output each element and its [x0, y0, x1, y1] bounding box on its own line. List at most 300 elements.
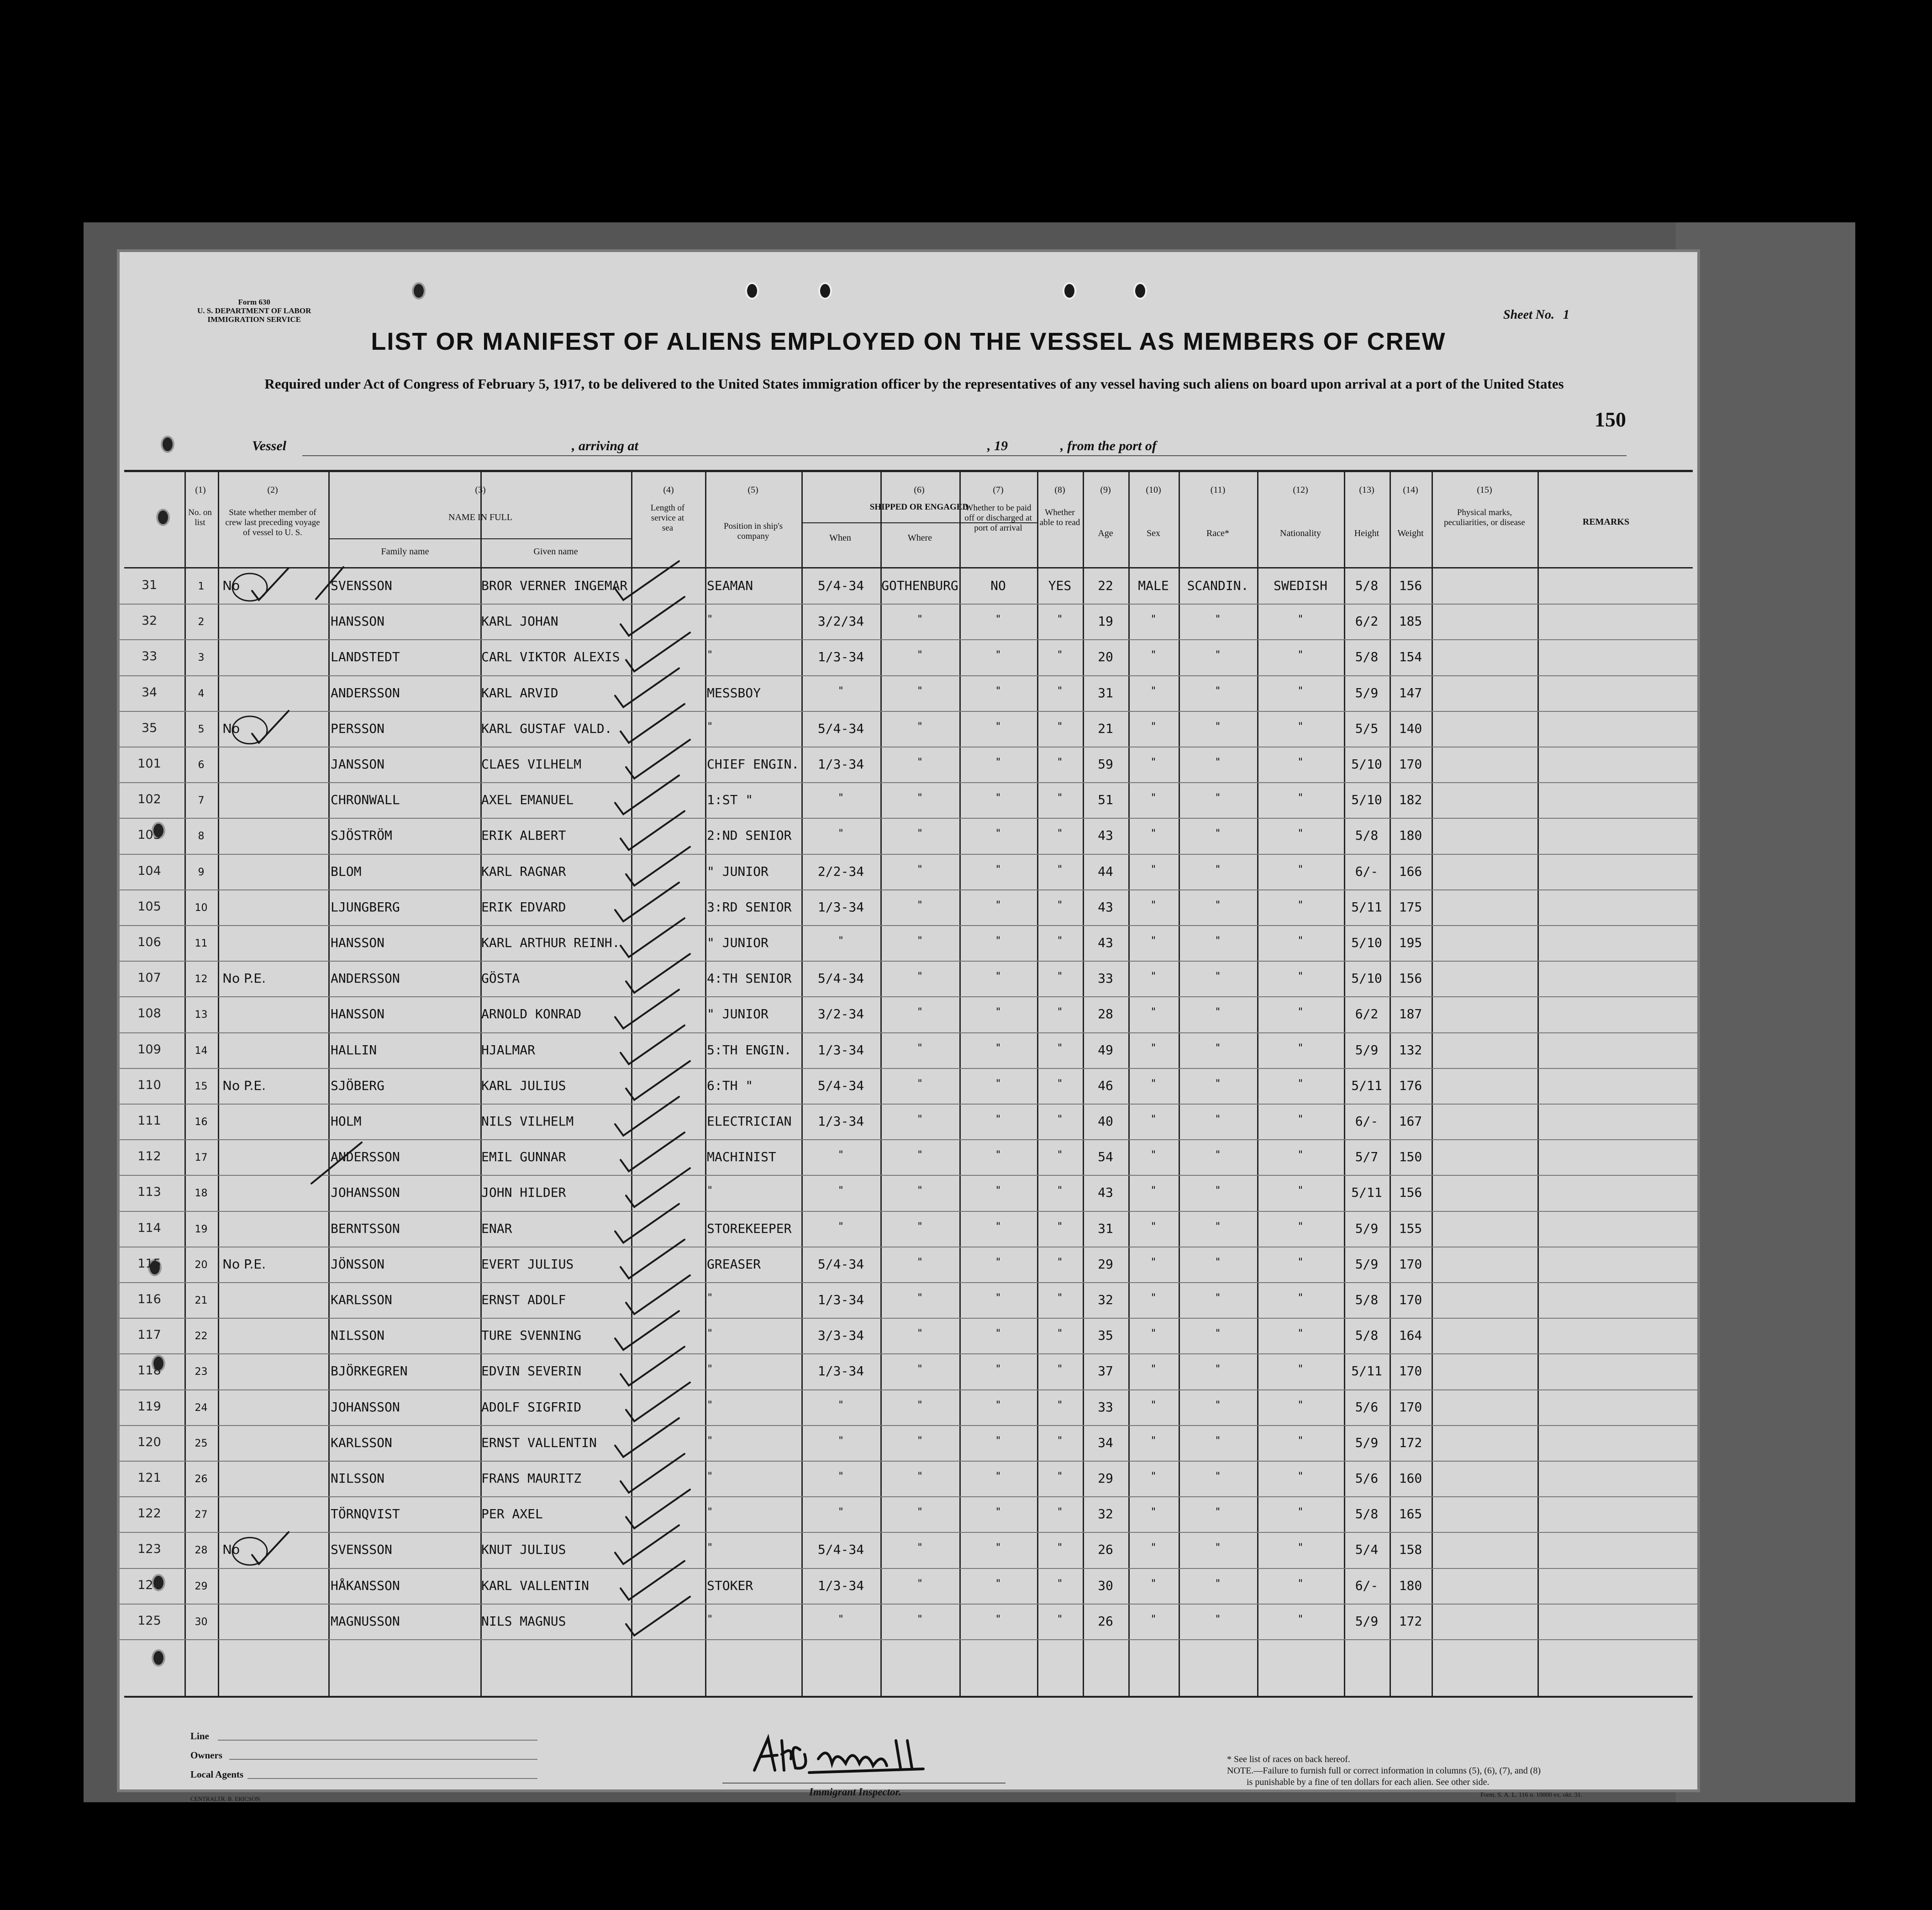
- name-split: [328, 538, 631, 539]
- row-divider: [120, 1211, 1697, 1212]
- cell-race: ": [1215, 1185, 1221, 1196]
- cell-previous-voyage: No P.E.: [222, 1257, 266, 1272]
- cell-position: STOREKEEPER: [707, 1221, 792, 1236]
- cell-position: ELECTRICIAN: [707, 1114, 792, 1129]
- cell-shipped-when: 3/2-34: [817, 1006, 864, 1021]
- cell-height: 5/8: [1355, 649, 1379, 664]
- cell-shipped-where: ": [916, 1578, 923, 1589]
- list-margin-number: 121: [137, 1471, 161, 1485]
- cell-no-on-list: 20: [195, 1259, 208, 1271]
- cell-nationality: ": [1297, 900, 1304, 911]
- cell-paid-off: ": [995, 1078, 1001, 1089]
- col-num-7: (7): [993, 485, 1004, 495]
- footnote-races: * See list of races on back hereof.: [1227, 1754, 1350, 1764]
- cell-shipped-when: ": [837, 1471, 844, 1482]
- cell-age: 44: [1098, 864, 1113, 879]
- list-margin-number: 110: [137, 1078, 161, 1092]
- cell-given-name: ERNST ADOLF: [481, 1292, 566, 1307]
- cell-height: 5/9: [1355, 1435, 1379, 1450]
- col-header-where: Where: [907, 533, 932, 543]
- cell-able-to-read: ": [1057, 1578, 1063, 1589]
- cell-family-name: SVENSSON: [331, 578, 392, 593]
- cell-paid-off: ": [995, 1328, 1001, 1339]
- cell-family-name: ANDERSSON: [331, 685, 400, 700]
- cell-previous-voyage: No P.E.: [222, 971, 266, 986]
- cell-family-name: ANDERSSON: [331, 1149, 400, 1164]
- cell-nationality: ": [1297, 935, 1304, 947]
- col-num-12: (12): [1293, 485, 1308, 495]
- cell-age: 33: [1098, 1400, 1113, 1415]
- cell-nationality: ": [1297, 721, 1304, 732]
- list-margin-number: 33: [141, 649, 158, 663]
- cell-family-name: KARLSSON: [331, 1292, 392, 1307]
- cell-nationality: ": [1297, 614, 1304, 625]
- cell-position: ": [707, 649, 713, 661]
- cell-family-name: NILSSON: [331, 1328, 385, 1343]
- cell-age: 43: [1098, 935, 1113, 950]
- sheet-label: Sheet No.: [1503, 308, 1554, 322]
- cell-shipped-when: ": [837, 935, 844, 947]
- cell-paid-off: ": [995, 1435, 1001, 1447]
- cell-shipped-where: ": [916, 685, 923, 697]
- list-margin-number: 106: [137, 935, 161, 949]
- cell-weight: 155: [1399, 1221, 1422, 1236]
- cell-shipped-when: 1/3-34: [817, 1578, 864, 1593]
- cell-age: 19: [1098, 614, 1113, 629]
- scanner-backing-right: [1676, 222, 1855, 1802]
- cell-height: 5/9: [1355, 1614, 1379, 1629]
- cell-nationality: ": [1297, 971, 1304, 982]
- cell-sex: ": [1150, 1149, 1157, 1161]
- cell-family-name: JANSSON: [331, 757, 385, 772]
- cell-paid-off: ": [995, 1221, 1001, 1232]
- cell-shipped-where: ": [916, 1006, 923, 1018]
- cell-nationality: ": [1297, 1400, 1304, 1411]
- manifest-sheet: [120, 252, 1697, 1802]
- cell-able-to-read: ": [1057, 757, 1063, 768]
- list-margin-number: 108: [137, 1006, 161, 1021]
- cell-no-on-list: 18: [195, 1188, 208, 1199]
- cell-family-name: HALLIN: [331, 1042, 377, 1058]
- cell-shipped-when: 5/4-34: [817, 721, 864, 736]
- cell-sex: ": [1150, 685, 1157, 697]
- list-margin-number: 114: [137, 1221, 161, 1235]
- cell-family-name: SJÖBERG: [331, 1078, 385, 1093]
- cell-no-on-list: 2: [198, 616, 205, 628]
- cell-position: 4:TH SENIOR: [707, 971, 792, 986]
- cell-height: 5/11: [1351, 900, 1382, 915]
- cell-nationality: ": [1297, 1149, 1304, 1161]
- cell-able-to-read: ": [1057, 1185, 1063, 1196]
- punch-hole: [152, 1649, 165, 1667]
- cell-given-name: GÖSTA: [481, 971, 520, 986]
- cell-no-on-list: 17: [195, 1152, 208, 1163]
- cell-position: " JUNIOR: [707, 864, 769, 879]
- row-divider: [120, 961, 1697, 962]
- col-num-15: (15): [1477, 485, 1492, 495]
- cell-sex: ": [1150, 1400, 1157, 1411]
- cell-given-name: ERIK ALBERT: [481, 828, 566, 843]
- col-header-given-name: Given name: [533, 547, 578, 557]
- cell-shipped-where: ": [916, 828, 923, 839]
- cell-age: 43: [1098, 828, 1113, 843]
- cell-height: 5/9: [1355, 1221, 1379, 1236]
- row-divider: [120, 1318, 1697, 1319]
- row-divider: [120, 1604, 1697, 1605]
- cell-paid-off: ": [995, 1578, 1001, 1589]
- cell-weight: 158: [1399, 1542, 1422, 1557]
- header-bottom-rule: [124, 567, 1693, 568]
- cell-weight: 165: [1399, 1506, 1422, 1521]
- cell-position: " JUNIOR: [707, 935, 769, 950]
- cell-no-on-list: 30: [195, 1616, 208, 1628]
- cell-no-on-list: 26: [195, 1473, 208, 1485]
- cell-shipped-where: ": [916, 1506, 923, 1518]
- list-margin-number: 104: [137, 864, 161, 878]
- cell-position: " JUNIOR: [707, 1006, 769, 1021]
- cell-height: 5/10: [1351, 757, 1382, 772]
- cell-able-to-read: ": [1057, 1542, 1063, 1553]
- service-name: IMMIGRATION SERVICE: [207, 315, 301, 324]
- cell-no-on-list: 6: [198, 759, 205, 771]
- cell-position: ": [707, 1471, 713, 1482]
- inspector-label: Immigrant Inspector.: [809, 1786, 901, 1798]
- cell-sex: ": [1150, 1257, 1157, 1268]
- cell-shipped-when: 1/3-34: [817, 1363, 864, 1379]
- list-margin-number: 119: [137, 1400, 161, 1414]
- cell-given-name: JOHN HILDER: [481, 1185, 566, 1200]
- cell-nationality: ": [1297, 1042, 1304, 1054]
- cell-shipped-where: ": [916, 1435, 923, 1447]
- row-divider: [120, 1104, 1697, 1105]
- cell-position: ": [707, 1400, 713, 1411]
- cell-race: ": [1215, 1078, 1221, 1089]
- cell-weight: 156: [1399, 578, 1422, 593]
- cell-no-on-list: 28: [195, 1545, 208, 1556]
- cell-family-name: HANSSON: [331, 614, 385, 629]
- cell-no-on-list: 3: [198, 652, 205, 663]
- cell-age: 22: [1098, 578, 1113, 593]
- cell-shipped-where: ": [916, 900, 923, 911]
- cell-shipped-when: ": [837, 1149, 844, 1161]
- cell-paid-off: ": [995, 900, 1001, 911]
- cell-family-name: SVENSSON: [331, 1542, 392, 1557]
- cell-shipped-where: ": [916, 614, 923, 625]
- cell-sex: ": [1150, 1292, 1157, 1304]
- cell-weight: 182: [1399, 792, 1422, 807]
- row-divider: [120, 1568, 1697, 1569]
- col-num-14: (14): [1403, 485, 1418, 495]
- footnote-penalty-cont: is punishable by a fine of ten dollars for each alien. See other side.: [1247, 1777, 1490, 1787]
- cell-shipped-where: ": [916, 1257, 923, 1268]
- row-divider: [120, 1461, 1697, 1462]
- col-header-previous-voyage: State whether member of crew last preceding voyage of vessel to U. S.: [225, 508, 320, 537]
- cell-age: 30: [1098, 1578, 1113, 1593]
- cell-no-on-list: 7: [198, 795, 205, 806]
- cell-height: 6/2: [1355, 1006, 1379, 1021]
- col-num-2: (2): [267, 485, 278, 495]
- cell-shipped-where: ": [916, 1328, 923, 1339]
- column-divider: [328, 471, 330, 1697]
- list-margin-number: 120: [137, 1435, 161, 1449]
- col-header-family-name: Family name: [381, 547, 429, 557]
- cell-race: ": [1215, 792, 1221, 804]
- cell-paid-off: ": [995, 649, 1001, 661]
- cell-nationality: ": [1297, 1185, 1304, 1196]
- cell-family-name: JOHANSSON: [331, 1185, 400, 1200]
- cell-no-on-list: 27: [195, 1509, 208, 1521]
- cell-weight: 156: [1399, 1185, 1422, 1200]
- col-num-1: (1): [195, 485, 206, 495]
- cell-race: ": [1215, 1042, 1221, 1054]
- column-divider: [1537, 471, 1539, 1697]
- cell-age: 43: [1098, 1185, 1113, 1200]
- cell-paid-off: ": [995, 1506, 1001, 1518]
- cell-shipped-when: 5/4-34: [817, 971, 864, 986]
- row-divider: [120, 925, 1697, 926]
- cell-shipped-when: ": [837, 685, 844, 697]
- cell-shipped-where: ": [916, 1363, 923, 1375]
- cell-age: 46: [1098, 1078, 1113, 1093]
- cell-no-on-list: 10: [195, 902, 208, 914]
- col-header-sex: Sex: [1147, 528, 1160, 538]
- row-divider: [120, 1532, 1697, 1533]
- page-subtitle: Required under Act of Congress of February 5, 1917, to be delivered to the United States immigration officer by the representatives of any vessel having such aliens on board upon arrival at a port of the United States: [264, 376, 1564, 392]
- cell-no-on-list: 12: [195, 973, 208, 985]
- cell-position: SEAMAN: [707, 578, 753, 593]
- cell-shipped-where: ": [916, 1078, 923, 1089]
- row-divider: [120, 1139, 1697, 1140]
- cell-nationality: ": [1297, 1221, 1304, 1232]
- col-header-height: Height: [1354, 528, 1379, 538]
- signature-line: [722, 1783, 1005, 1784]
- cell-height: 5/8: [1355, 1292, 1379, 1307]
- cell-paid-off: ": [995, 721, 1001, 732]
- cell-given-name: KARL RAGNAR: [481, 864, 566, 879]
- cell-race: ": [1215, 1471, 1221, 1482]
- cell-nationality: ": [1297, 1471, 1304, 1482]
- cell-family-name: LANDSTEDT: [331, 649, 400, 664]
- cell-height: 5/9: [1355, 1042, 1379, 1058]
- cell-age: 51: [1098, 792, 1113, 807]
- sheet-number: [1503, 308, 1569, 322]
- cell-age: 31: [1098, 1221, 1113, 1236]
- cell-nationality: ": [1297, 828, 1304, 839]
- cell-family-name: KARLSSON: [331, 1435, 392, 1450]
- page-title: LIST OR MANIFEST OF ALIENS EMPLOYED ON THE VESSEL AS MEMBERS OF CREW: [371, 328, 1446, 355]
- cell-position: 2:ND SENIOR: [707, 828, 792, 843]
- cell-shipped-where: ": [916, 649, 923, 661]
- cell-race: ": [1215, 685, 1221, 697]
- cell-sex: MALE: [1138, 578, 1169, 593]
- cell-family-name: TÖRNQVIST: [331, 1506, 400, 1521]
- cell-sex: ": [1150, 828, 1157, 839]
- cell-shipped-when: 3/2/34: [817, 614, 864, 629]
- list-margin-number: 31: [141, 578, 158, 592]
- cell-weight: 132: [1399, 1042, 1422, 1058]
- cell-given-name: FRANS MAURITZ: [481, 1471, 582, 1486]
- cell-weight: 170: [1399, 757, 1422, 772]
- cell-given-name: NILS VILHELM: [481, 1114, 574, 1129]
- cell-shipped-where: ": [916, 1400, 923, 1411]
- department-name: U. S. DEPARTMENT OF LABOR: [197, 306, 311, 315]
- cell-sex: ": [1150, 971, 1157, 982]
- cell-shipped-where: ": [916, 971, 923, 982]
- col-num-13: (13): [1359, 485, 1374, 495]
- cell-weight: 180: [1399, 828, 1422, 843]
- form-code: Form. S. A. L. 116 n. 10000 ex. okt. 31.: [1480, 1792, 1583, 1799]
- cell-sex: ": [1150, 1506, 1157, 1518]
- row-divider: [120, 711, 1697, 712]
- cell-shipped-when: 1/3-34: [817, 1042, 864, 1058]
- cell-able-to-read: ": [1057, 1114, 1063, 1125]
- col-num-6: (6): [914, 485, 925, 495]
- cell-race: ": [1215, 1292, 1221, 1304]
- cell-race: ": [1215, 1257, 1221, 1268]
- cell-weight: 160: [1399, 1471, 1422, 1486]
- cell-sex: ": [1150, 614, 1157, 625]
- cell-given-name: ERNST VALLENTIN: [481, 1435, 597, 1450]
- cell-position: 5:TH ENGIN.: [707, 1042, 792, 1058]
- cell-given-name: KARL JULIUS: [481, 1078, 566, 1093]
- punch-hole: [412, 282, 426, 300]
- cell-weight: 187: [1399, 1006, 1422, 1021]
- cell-age: 33: [1098, 971, 1113, 986]
- col-header-able-to-read: Whether able to read: [1039, 508, 1080, 527]
- col-num-8: (8): [1054, 485, 1065, 495]
- cell-age: 28: [1098, 1006, 1113, 1021]
- list-margin-number: 35: [141, 721, 158, 735]
- col-header-no-on-list: No. on list: [188, 508, 212, 527]
- punch-hole: [745, 282, 759, 300]
- cell-shipped-when: 5/4-34: [817, 578, 864, 593]
- cell-weight: 176: [1399, 1078, 1422, 1093]
- punch-hole: [1133, 282, 1147, 300]
- cell-race: ": [1215, 900, 1221, 911]
- list-margin-number: 125: [137, 1614, 161, 1628]
- cell-age: 59: [1098, 757, 1113, 772]
- cell-no-on-list: 13: [195, 1009, 208, 1021]
- col-header-shipped: SHIPPED OR ENGAGED: [869, 502, 969, 512]
- list-margin-number: 112: [137, 1149, 161, 1163]
- cell-nationality: ": [1297, 1506, 1304, 1518]
- cell-sex: ": [1150, 1185, 1157, 1196]
- cell-position: ": [707, 1363, 713, 1375]
- cell-no-on-list: 24: [195, 1402, 208, 1414]
- cell-age: 43: [1098, 900, 1113, 915]
- cell-height: 5/10: [1351, 935, 1382, 950]
- cell-shipped-when: 1/3-34: [817, 649, 864, 664]
- cell-position: ": [707, 1506, 713, 1518]
- cell-sex: ": [1150, 1614, 1157, 1625]
- cell-age: 49: [1098, 1042, 1113, 1058]
- cell-age: 26: [1098, 1614, 1113, 1629]
- cell-race: ": [1215, 1435, 1221, 1447]
- punch-hole: [161, 436, 174, 453]
- cell-given-name: KARL ARVID: [481, 685, 558, 700]
- cell-able-to-read: ": [1057, 1435, 1063, 1447]
- cell-family-name: ANDERSSON: [331, 971, 400, 986]
- cell-able-to-read: ": [1057, 614, 1063, 625]
- row-divider: [120, 1639, 1697, 1640]
- cell-no-on-list: 9: [198, 867, 205, 878]
- cell-height: 5/10: [1351, 971, 1382, 986]
- line-underline: [218, 1740, 537, 1741]
- cell-weight: 175: [1399, 900, 1422, 915]
- cell-able-to-read: ": [1057, 864, 1063, 875]
- cell-shipped-where: ": [916, 792, 923, 804]
- cell-height: 5/11: [1351, 1185, 1382, 1200]
- vessel-underline: [302, 455, 1627, 456]
- cell-paid-off: NO: [990, 578, 1006, 593]
- cell-able-to-read: ": [1057, 1257, 1063, 1268]
- cell-nationality: ": [1297, 1328, 1304, 1339]
- cell-height: 5/5: [1355, 721, 1379, 736]
- cell-paid-off: ": [995, 614, 1001, 625]
- cell-race: ": [1215, 1400, 1221, 1411]
- column-divider: [1432, 471, 1433, 1697]
- cell-no-on-list: 19: [195, 1224, 208, 1235]
- cell-able-to-read: ": [1057, 1292, 1063, 1304]
- cell-paid-off: ": [995, 792, 1001, 804]
- cell-family-name: JÖNSSON: [331, 1257, 385, 1272]
- list-margin-number: 124: [137, 1578, 161, 1592]
- cell-nationality: ": [1297, 1578, 1304, 1589]
- cell-family-name: CHRONWALL: [331, 792, 400, 807]
- cell-nationality: ": [1297, 1542, 1304, 1553]
- column-divider: [705, 471, 706, 1697]
- cell-position: GREASER: [707, 1257, 761, 1272]
- cell-sex: ": [1150, 649, 1157, 661]
- cell-age: 29: [1098, 1471, 1113, 1486]
- punch-hole: [818, 282, 832, 300]
- cell-given-name: CARL VIKTOR ALEXIS: [481, 649, 620, 664]
- cell-family-name: HANSSON: [331, 1006, 385, 1021]
- cell-age: 31: [1098, 685, 1113, 700]
- row-divider: [120, 1068, 1697, 1069]
- cell-shipped-where: ": [916, 1042, 923, 1054]
- cell-sex: ": [1150, 900, 1157, 911]
- cell-weight: 170: [1399, 1292, 1422, 1307]
- cell-age: 29: [1098, 1257, 1113, 1272]
- col-header-when: When: [829, 533, 851, 543]
- col-num-5: (5): [748, 485, 758, 495]
- agents-underline: [247, 1778, 537, 1779]
- cell-able-to-read: ": [1057, 971, 1063, 982]
- cell-paid-off: ": [995, 1042, 1001, 1054]
- list-margin-number: 103: [137, 828, 161, 842]
- cell-race: ": [1215, 757, 1221, 768]
- cell-sex: ": [1150, 1114, 1157, 1125]
- cell-paid-off: ": [995, 1257, 1001, 1268]
- agents-label: Local Agents: [190, 1769, 244, 1780]
- cell-paid-off: ": [995, 757, 1001, 768]
- cell-age: 26: [1098, 1542, 1113, 1557]
- cell-height: 5/8: [1355, 1506, 1379, 1521]
- cell-sex: ": [1150, 1042, 1157, 1054]
- cell-age: 32: [1098, 1292, 1113, 1307]
- cell-shipped-when: 5/4-34: [817, 1542, 864, 1557]
- inspector-signature: [750, 1727, 1024, 1786]
- punch-hole: [1063, 282, 1076, 300]
- row-divider: [120, 996, 1697, 997]
- cell-shipped-when: ": [837, 1614, 844, 1625]
- cell-position: ": [707, 1292, 713, 1304]
- cell-position: ": [707, 614, 713, 625]
- row-divider: [120, 1425, 1697, 1426]
- cell-family-name: SJÖSTRÖM: [331, 828, 392, 843]
- cell-given-name: TURE SVENNING: [481, 1328, 582, 1343]
